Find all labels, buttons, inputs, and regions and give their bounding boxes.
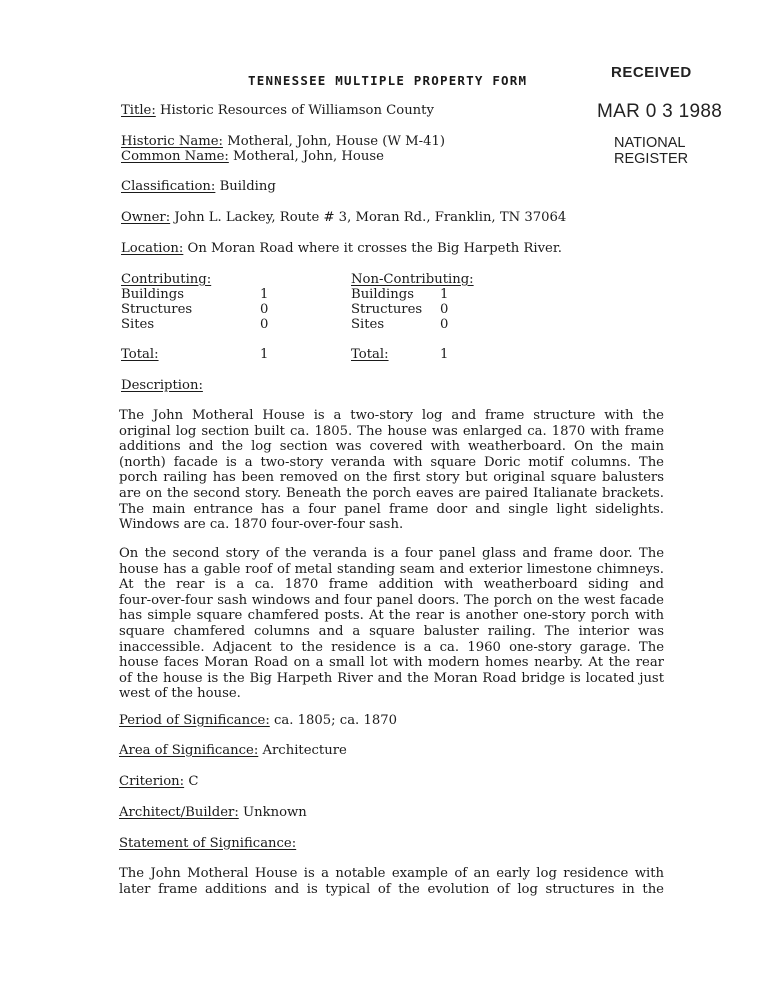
- common-name-field: [121, 149, 384, 165]
- text-line: Windows are ca. 1870 four-over-four sash.: [119, 517, 404, 533]
- area-field: [119, 743, 347, 759]
- text-line: are on the second story. Beneath the porch eaves are paired Italianate brackets.: [119, 485, 664, 501]
- non-contributing-total-value: 1: [440, 347, 449, 362]
- contributing-heading: Contributing:: [121, 272, 212, 287]
- location-label: Location:: [121, 241, 184, 256]
- area-label: Area of Significance:: [119, 743, 259, 758]
- description-label: Description:: [121, 378, 203, 393]
- text-line: square chamfered columns and a square baluster railing. The interior was: [119, 623, 664, 639]
- period-label: Period of Significance:: [119, 713, 270, 728]
- statement-label: Statement of Significance:: [119, 836, 297, 851]
- architect-value: Unknown: [242, 805, 307, 820]
- location-value: On Moran Road where it crosses the Big Harpeth River.: [187, 241, 562, 256]
- non-contributing-row-label: Sites: [351, 317, 385, 332]
- criterion-field: [119, 774, 198, 790]
- stamp-date: MAR 0 3 1988: [597, 101, 723, 122]
- text-line: At the rear is a ca. 1870 frame addition with weatherboard siding and: [119, 577, 664, 593]
- stamp-received: RECEIVED: [611, 64, 692, 81]
- historic-name-field: [121, 134, 445, 150]
- architect-field: [119, 805, 307, 821]
- classification-value: Building: [219, 179, 276, 194]
- historic-name-value: Motheral, John, House (W M-41): [227, 134, 446, 149]
- text-line: inaccessible. Adjacent to the residence is a ca. 1960 one-story garage. The: [119, 639, 664, 655]
- location-field: [121, 241, 562, 257]
- text-line: The John Motheral House is a notable example of an early log residence with: [119, 866, 664, 881]
- text-line: house has a gable roof of metal standing seam and exterior limestone chimneys.: [119, 561, 664, 577]
- text-line: original log section built ca. 1805. The house was enlarged ca. 1870 with frame: [119, 423, 664, 439]
- contributing-total-label: Total:: [121, 347, 159, 362]
- owner-label: Owner:: [121, 210, 171, 225]
- contributing-row-label: Sites: [121, 317, 155, 332]
- contributing-row-value: 1: [260, 287, 269, 302]
- common-name-label: Common Name:: [121, 149, 229, 164]
- architect-label: Architect/Builder:: [119, 805, 239, 820]
- criterion-value: C: [188, 774, 199, 789]
- non-contributing-total-label: Total:: [351, 347, 389, 362]
- title-value: Historic Resources of Williamson County: [159, 103, 434, 118]
- non-contributing-row-value: 1: [440, 287, 449, 302]
- contributing-row-value: 0: [260, 302, 269, 317]
- non-contributing-row-value: 0: [440, 317, 449, 332]
- text-line: later frame additions and is typical of the evolution of log structures in the: [119, 881, 664, 897]
- owner-value: John L. Lackey, Route # 3, Moran Rd., Franklin, TN 37064: [174, 210, 567, 225]
- non-contributing-row-value: 0: [440, 302, 449, 317]
- description-paragraph-2: [119, 546, 664, 702]
- form-header: TENNESSEE MULTIPLE PROPERTY FORM: [248, 73, 528, 88]
- text-line: (north) facade is a two-story veranda with square Doric motif columns. The: [119, 454, 664, 470]
- classification-field: [121, 179, 276, 195]
- text-line: house faces Moran Road on a small lot with modern homes nearby. At the rear: [119, 655, 664, 671]
- stamp-national: NATIONAL: [614, 135, 686, 151]
- description-paragraph-1: [119, 408, 664, 533]
- text-line: The main entrance has a four panel frame door and single light sidelights.: [119, 501, 664, 517]
- classification-label: Classification:: [121, 179, 216, 194]
- historic-name-label: Historic Name:: [121, 134, 223, 149]
- non-contributing-row-label: Structures: [351, 302, 423, 317]
- text-line: The John Motheral House is a two-story log and frame structure with the: [119, 408, 664, 423]
- text-line: has simple square chamfered posts. At the rear is another one-story porch with: [119, 608, 664, 624]
- title-label: Title:: [121, 103, 156, 118]
- statement-paragraph: [119, 866, 664, 897]
- non-contributing-heading: Non-Contributing:: [351, 272, 474, 287]
- text-line: west of the house.: [119, 686, 241, 702]
- contributing-row-label: Structures: [121, 302, 193, 317]
- non-contributing-row-label: Buildings: [351, 287, 414, 302]
- text-line: On the second story of the veranda is a four panel glass and frame door. The: [119, 546, 664, 561]
- contributing-row-label: Buildings: [121, 287, 184, 302]
- owner-field: [121, 210, 566, 226]
- text-line: of the house is the Big Harpeth River and the Moran Road bridge is located just: [119, 670, 664, 686]
- area-value: Architecture: [262, 743, 347, 758]
- stamp-register: REGISTER: [614, 151, 689, 167]
- text-line: four-over-four sash windows and four panel doors. The porch on the west facade: [119, 592, 664, 608]
- common-name-value: Motheral, John, House: [233, 149, 384, 164]
- text-line: additions and the log section was covered with weatherboard. On the main: [119, 439, 664, 455]
- contributing-total-value: 1: [260, 347, 269, 362]
- contributing-row-value: 0: [260, 317, 269, 332]
- title-field: [121, 103, 434, 119]
- criterion-label: Criterion:: [119, 774, 185, 789]
- period-value: ca. 1805; ca. 1870: [273, 713, 398, 728]
- text-line: porch railing has been removed on the first story but original square balusters: [119, 470, 664, 486]
- period-field: [119, 713, 397, 729]
